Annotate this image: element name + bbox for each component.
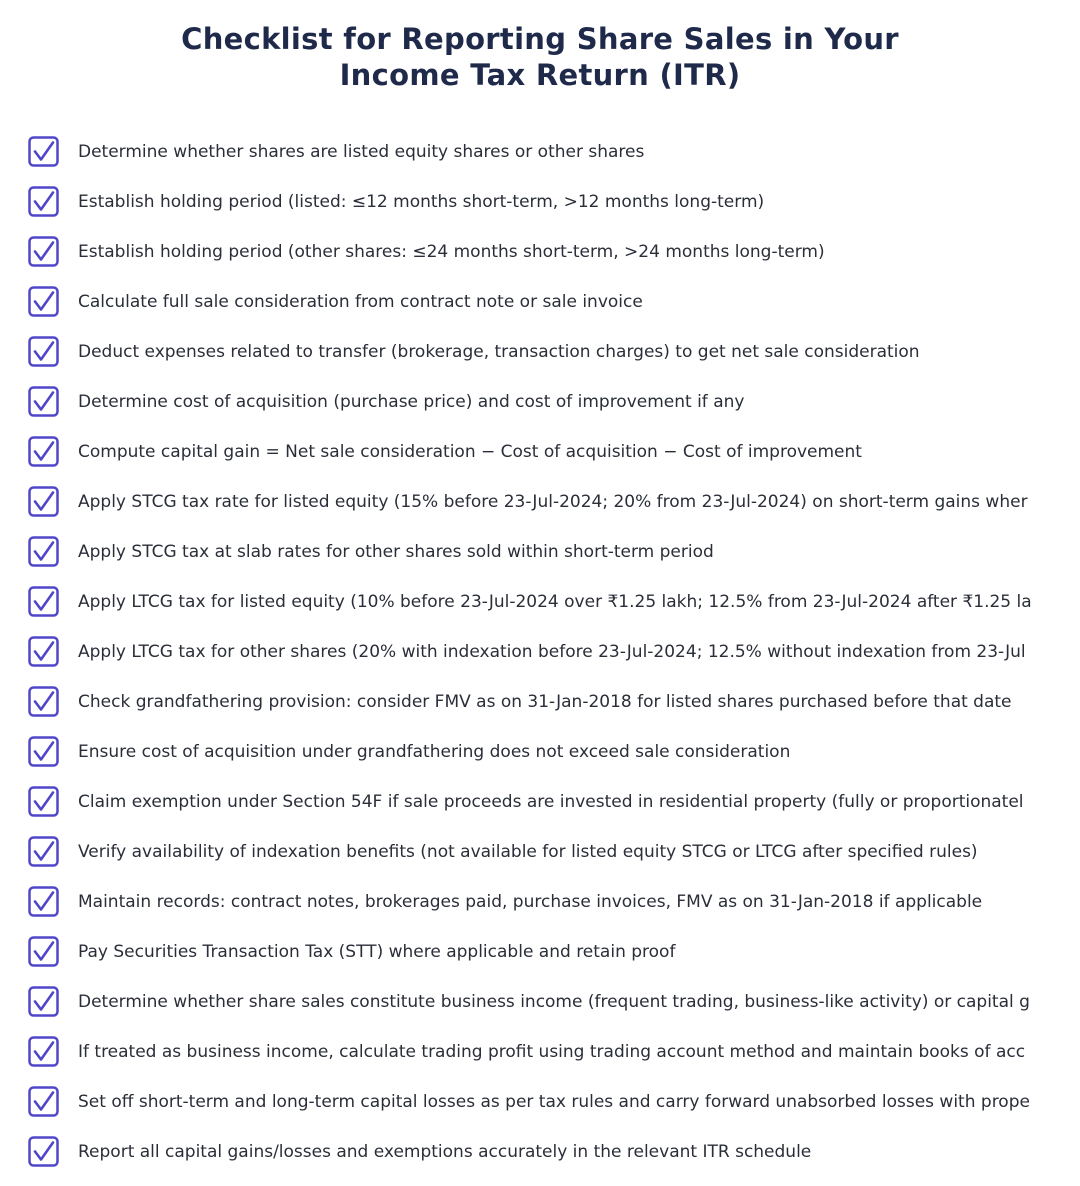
- checked-checkbox-icon[interactable]: [28, 436, 59, 467]
- checklist-item-label: Claim exemption under Section 54F if sale proceeds are invested in residential property (fully or proportionatel: [78, 792, 1024, 812]
- checklist-item: [0, 227, 1080, 277]
- page-title: [0, 21, 1080, 93]
- checked-checkbox-icon[interactable]: [28, 1136, 59, 1167]
- checklist-item-label: Check grandfathering provision: consider FMV as on 31-Jan-2018 for listed shares purchased before that date: [78, 692, 1012, 712]
- checklist-item-label: Verify availability of indexation benefits (not available for listed equity STCG or LTCG after specified rules): [78, 842, 978, 862]
- checklist-item-label: Apply STCG tax at slab rates for other shares sold within short-term period: [78, 542, 714, 562]
- checklist-item-label: Establish holding period (listed: ≤12 months short-term, >12 months long-term): [78, 192, 765, 212]
- checked-checkbox-icon[interactable]: [28, 486, 59, 517]
- checklist-item-label: Apply STCG tax rate for listed equity (15% before 23-Jul-2024; 20% from 23-Jul-2024) on short-term gains wher: [78, 492, 1028, 512]
- checked-checkbox-icon[interactable]: [28, 286, 59, 317]
- checked-checkbox-icon[interactable]: [28, 886, 59, 917]
- checklist-item: [0, 1027, 1080, 1077]
- checked-checkbox-icon[interactable]: [28, 736, 59, 767]
- checklist-item-label: Compute capital gain = Net sale consideration − Cost of acquisition − Cost of improvement: [78, 442, 862, 462]
- title-line-2: Income Tax Return (ITR): [339, 58, 741, 92]
- checklist-item: [0, 927, 1080, 977]
- checked-checkbox-icon[interactable]: [28, 536, 59, 567]
- checklist-item: [0, 327, 1080, 377]
- checked-checkbox-icon[interactable]: [28, 1036, 59, 1067]
- checklist-item: [0, 877, 1080, 927]
- checklist-item: [0, 727, 1080, 777]
- checklist: [0, 127, 1080, 1177]
- checklist-item: [0, 527, 1080, 577]
- checklist-item: [0, 377, 1080, 427]
- checklist-item: [0, 1077, 1080, 1127]
- checklist-item-label: Determine cost of acquisition (purchase price) and cost of improvement if any: [78, 392, 745, 412]
- checklist-item-label: Ensure cost of acquisition under grandfathering does not exceed sale consideration: [78, 742, 791, 762]
- checked-checkbox-icon[interactable]: [28, 136, 59, 167]
- checklist-item-label: Pay Securities Transaction Tax (STT) where applicable and retain proof: [78, 942, 676, 962]
- title-line-1: Checklist for Reporting Share Sales in Your: [181, 22, 899, 56]
- checklist-item-label: Deduct expenses related to transfer (brokerage, transaction charges) to get net sale consideration: [78, 342, 920, 362]
- checklist-item: [0, 577, 1080, 627]
- checklist-item-label: Apply LTCG tax for other shares (20% with indexation before 23-Jul-2024; 12.5% without indexation from 23-Jul: [78, 642, 1026, 662]
- checked-checkbox-icon[interactable]: [28, 686, 59, 717]
- checklist-item-label: Determine whether shares are listed equity shares or other shares: [78, 142, 645, 162]
- checklist-item: [0, 1127, 1080, 1177]
- checklist-item: [0, 827, 1080, 877]
- checked-checkbox-icon[interactable]: [28, 236, 59, 267]
- checked-checkbox-icon[interactable]: [28, 986, 59, 1017]
- checklist-item: [0, 477, 1080, 527]
- checked-checkbox-icon[interactable]: [28, 936, 59, 967]
- checked-checkbox-icon[interactable]: [28, 336, 59, 367]
- checklist-item-label: Determine whether share sales constitute business income (frequent trading, business-like activity) or capital g: [78, 992, 1030, 1012]
- checklist-item-label: Maintain records: contract notes, brokerages paid, purchase invoices, FMV as on 31-Jan-2018 if applicable: [78, 892, 983, 912]
- checklist-item: [0, 277, 1080, 327]
- checked-checkbox-icon[interactable]: [28, 386, 59, 417]
- checklist-item-label: Establish holding period (other shares: ≤24 months short-term, >24 months long-term): [78, 242, 825, 262]
- checklist-item-label: Calculate full sale consideration from contract note or sale invoice: [78, 292, 643, 312]
- checklist-item: [0, 977, 1080, 1027]
- checked-checkbox-icon[interactable]: [28, 836, 59, 867]
- checklist-item-label: If treated as business income, calculate trading profit using trading account method and maintain books of acc: [78, 1042, 1026, 1062]
- checklist-item: [0, 127, 1080, 177]
- checklist-item-label: Report all capital gains/losses and exemptions accurately in the relevant ITR schedule: [78, 1142, 812, 1162]
- checked-checkbox-icon[interactable]: [28, 636, 59, 667]
- checked-checkbox-icon[interactable]: [28, 586, 59, 617]
- checklist-item-label: Apply LTCG tax for listed equity (10% before 23-Jul-2024 over ₹1.25 lakh; 12.5% from 23-Jul-2024 after ₹1.25 la: [78, 592, 1032, 612]
- checklist-item: [0, 177, 1080, 227]
- checklist-item: [0, 427, 1080, 477]
- checked-checkbox-icon[interactable]: [28, 1086, 59, 1117]
- checklist-item: [0, 777, 1080, 827]
- checklist-item-label: Set off short-term and long-term capital losses as per tax rules and carry forward unabsorbed losses with prope: [78, 1092, 1030, 1112]
- checklist-item: [0, 627, 1080, 677]
- checked-checkbox-icon[interactable]: [28, 186, 59, 217]
- checklist-item: [0, 677, 1080, 727]
- checked-checkbox-icon[interactable]: [28, 786, 59, 817]
